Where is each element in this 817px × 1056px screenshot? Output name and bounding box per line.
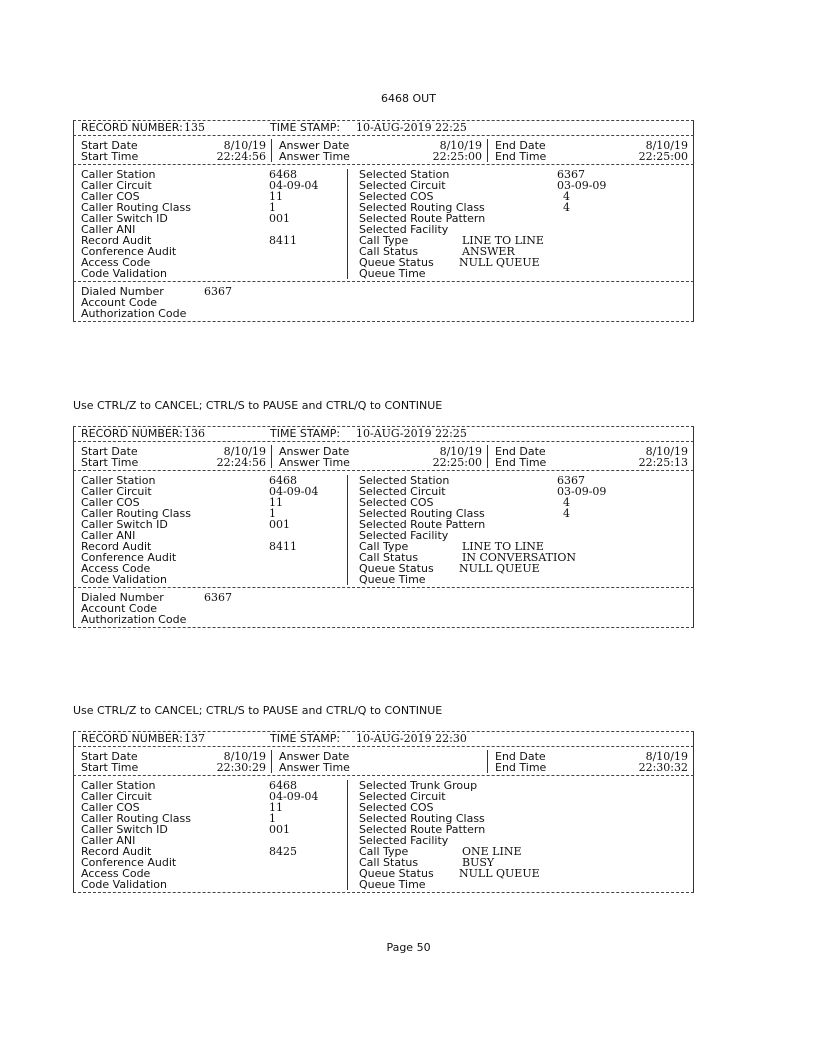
selected-routing-class-label: Selected Routing Class xyxy=(359,201,485,214)
call-record xyxy=(73,731,694,893)
queue-status-label: Queue Status xyxy=(359,256,434,269)
start-date-label: Start Date xyxy=(81,445,138,458)
selected-circuit-label: Selected Circuit xyxy=(359,179,446,192)
end-time-value: 22:30:32 xyxy=(638,761,688,774)
caller-routing-class-value: 1 xyxy=(269,812,276,825)
selected-cos-value: 4 xyxy=(563,190,570,203)
answer-time-value: 22:25:00 xyxy=(432,150,482,163)
call-type-value: ONE LINE xyxy=(462,845,522,858)
caller-cos-value: 11 xyxy=(269,190,283,203)
caller-switch-id-value: 001 xyxy=(269,212,290,225)
record-number-value: 137 xyxy=(184,732,205,745)
call-status-label: Call Status xyxy=(359,551,419,564)
call-type-label: Call Type xyxy=(359,845,409,858)
caller-station-label: Caller Station xyxy=(81,168,156,181)
dialed-number-label: Dialed Number xyxy=(81,591,164,604)
queue-status-value: NULL QUEUE xyxy=(459,562,540,575)
call-status-value: IN CONVERSATION xyxy=(462,551,576,564)
selected-routing-class-value: 4 xyxy=(563,507,570,520)
end-date-label: End Date xyxy=(495,139,546,152)
answer-time-label: Answer Time xyxy=(279,761,350,774)
caller-ani-label: Caller ANI xyxy=(81,223,136,236)
account-code-label: Account Code xyxy=(81,602,158,615)
call-record xyxy=(73,426,694,628)
selected-trunk-group-label: Selected Trunk Group xyxy=(359,779,478,792)
record-audit-value: 8425 xyxy=(269,845,297,858)
end-time-label: End Time xyxy=(495,456,547,469)
call-type-label: Call Type xyxy=(359,540,409,553)
record-number-value: 135 xyxy=(184,121,205,134)
start-time-label: Start Time xyxy=(81,150,139,163)
time-stamp-label: TIME STAMP: xyxy=(270,732,341,745)
authorization-code-label: Authorization Code xyxy=(81,307,187,320)
dialed-number-value: 6367 xyxy=(204,285,232,298)
selected-station-value: 6367 xyxy=(557,168,585,181)
time-stamp-label: TIME STAMP: xyxy=(270,121,341,134)
caller-station-label: Caller Station xyxy=(81,779,156,792)
caller-routing-class-value: 1 xyxy=(269,201,276,214)
queue-status-label: Queue Status xyxy=(359,867,434,880)
code-validation-label: Code Validation xyxy=(81,878,167,891)
caller-cos-value: 11 xyxy=(269,496,283,509)
end-time-label: End Time xyxy=(495,150,547,163)
caller-routing-class-label: Caller Routing Class xyxy=(81,507,191,520)
selected-cos-label: Selected COS xyxy=(359,190,434,203)
caller-routing-class-label: Caller Routing Class xyxy=(81,812,191,825)
selected-cos-value: 4 xyxy=(563,496,570,509)
dialed-number-value: 6367 xyxy=(204,591,232,604)
page-header: 6468 OUT xyxy=(381,92,436,105)
record-audit-label: Record Audit xyxy=(81,540,152,553)
call-type-value: LINE TO LINE xyxy=(462,234,544,247)
page-footer: Page 50 xyxy=(386,941,431,954)
selected-circuit-label: Selected Circuit xyxy=(359,485,446,498)
call-status-value: ANSWER xyxy=(462,245,515,258)
caller-station-value: 6468 xyxy=(269,474,297,487)
call-status-label: Call Status xyxy=(359,245,419,258)
queue-status-value: NULL QUEUE xyxy=(459,867,540,880)
caller-ani-label: Caller ANI xyxy=(81,529,136,542)
end-date-value: 8/10/19 xyxy=(645,445,688,458)
caller-circuit-value: 04-09-04 xyxy=(269,179,319,192)
caller-station-value: 6468 xyxy=(269,168,297,181)
queue-status-label: Queue Status xyxy=(359,562,434,575)
end-time-value: 22:25:13 xyxy=(638,456,688,469)
start-date-label: Start Date xyxy=(81,139,138,152)
caller-station-label: Caller Station xyxy=(81,474,156,487)
caller-switch-id-value: 001 xyxy=(269,518,290,531)
time-stamp-label: TIME STAMP: xyxy=(270,427,341,440)
selected-circuit-value: 03-09-09 xyxy=(557,485,607,498)
call-status-label: Call Status xyxy=(359,856,419,869)
call-status-value: BUSY xyxy=(462,856,495,869)
selected-facility-label: Selected Facility xyxy=(359,834,449,847)
end-time-value: 22:25:00 xyxy=(638,150,688,163)
caller-ani-label: Caller ANI xyxy=(81,834,136,847)
code-validation-label: Code Validation xyxy=(81,267,167,280)
queue-time-label: Queue Time xyxy=(359,878,426,891)
caller-circuit-value: 04-09-04 xyxy=(269,485,319,498)
record-audit-label: Record Audit xyxy=(81,845,152,858)
continue-note-2: Use CTRL/Z to CANCEL; CTRL/S to PAUSE and CTRL/Q to CONTINUE xyxy=(73,704,443,717)
selected-facility-label: Selected Facility xyxy=(359,223,449,236)
caller-switch-id-label: Caller Switch ID xyxy=(81,823,168,836)
time-stamp-value: 10-AUG-2019 22:25 xyxy=(356,427,467,440)
caller-routing-class-label: Caller Routing Class xyxy=(81,201,191,214)
queue-time-label: Queue Time xyxy=(359,573,426,586)
selected-cos-label: Selected COS xyxy=(359,801,434,814)
start-time-value: 22:30:29 xyxy=(216,761,266,774)
conference-audit-label: Conference Audit xyxy=(81,856,177,869)
record-number-label: RECORD NUMBER: xyxy=(81,121,183,134)
selected-routing-class-label: Selected Routing Class xyxy=(359,507,485,520)
selected-circuit-value: 03-09-09 xyxy=(557,179,607,192)
end-date-label: End Date xyxy=(495,445,546,458)
queue-time-label: Queue Time xyxy=(359,267,426,280)
dialed-number-label: Dialed Number xyxy=(81,285,164,298)
answer-time-value: 22:25:00 xyxy=(432,456,482,469)
answer-time-label: Answer Time xyxy=(279,150,350,163)
queue-status-value: NULL QUEUE xyxy=(459,256,540,269)
end-date-value: 8/10/19 xyxy=(645,750,688,763)
selected-route-pattern-label: Selected Route Pattern xyxy=(359,823,486,836)
start-date-label: Start Date xyxy=(81,750,138,763)
selected-station-label: Selected Station xyxy=(359,474,450,487)
authorization-code-label: Authorization Code xyxy=(81,613,187,626)
selected-station-label: Selected Station xyxy=(359,168,450,181)
caller-circuit-label: Caller Circuit xyxy=(81,790,152,803)
end-date-value: 8/10/19 xyxy=(645,139,688,152)
caller-station-value: 6468 xyxy=(269,779,297,792)
start-time-label: Start Time xyxy=(81,761,139,774)
start-time-value: 22:24:56 xyxy=(216,150,266,163)
start-date-value: 8/10/19 xyxy=(223,139,266,152)
start-time-label: Start Time xyxy=(81,456,139,469)
selected-facility-label: Selected Facility xyxy=(359,529,449,542)
record-audit-value: 8411 xyxy=(269,234,297,247)
call-type-value: LINE TO LINE xyxy=(462,540,544,553)
continue-note-1: Use CTRL/Z to CANCEL; CTRL/S to PAUSE and CTRL/Q to CONTINUE xyxy=(73,399,443,412)
call-type-label: Call Type xyxy=(359,234,409,247)
access-code-label: Access Code xyxy=(81,562,151,575)
caller-cos-label: Caller COS xyxy=(81,496,140,509)
record-number-label: RECORD NUMBER: xyxy=(81,427,183,440)
answer-time-label: Answer Time xyxy=(279,456,350,469)
time-stamp-value: 10-AUG-2019 22:30 xyxy=(356,732,467,745)
answer-date-value: 8/10/19 xyxy=(439,445,482,458)
selected-cos-label: Selected COS xyxy=(359,496,434,509)
caller-switch-id-value: 001 xyxy=(269,823,290,836)
answer-date-label: Answer Date xyxy=(279,445,350,458)
answer-date-label: Answer Date xyxy=(279,139,350,152)
selected-route-pattern-label: Selected Route Pattern xyxy=(359,212,486,225)
access-code-label: Access Code xyxy=(81,867,151,880)
conference-audit-label: Conference Audit xyxy=(81,551,177,564)
record-audit-label: Record Audit xyxy=(81,234,152,247)
record-audit-value: 8411 xyxy=(269,540,297,553)
access-code-label: Access Code xyxy=(81,256,151,269)
record-number-label: RECORD NUMBER: xyxy=(81,732,183,745)
end-date-label: End Date xyxy=(495,750,546,763)
caller-cos-label: Caller COS xyxy=(81,190,140,203)
selected-station-value: 6367 xyxy=(557,474,585,487)
caller-cos-label: Caller COS xyxy=(81,801,140,814)
start-time-value: 22:24:56 xyxy=(216,456,266,469)
selected-routing-class-value: 4 xyxy=(563,201,570,214)
start-date-value: 8/10/19 xyxy=(223,445,266,458)
caller-switch-id-label: Caller Switch ID xyxy=(81,212,168,225)
conference-audit-label: Conference Audit xyxy=(81,245,177,258)
end-time-label: End Time xyxy=(495,761,547,774)
code-validation-label: Code Validation xyxy=(81,573,167,586)
selected-routing-class-label: Selected Routing Class xyxy=(359,812,485,825)
caller-cos-value: 11 xyxy=(269,801,283,814)
caller-routing-class-value: 1 xyxy=(269,507,276,520)
start-date-value: 8/10/19 xyxy=(223,750,266,763)
time-stamp-value: 10-AUG-2019 22:25 xyxy=(356,121,467,134)
selected-route-pattern-label: Selected Route Pattern xyxy=(359,518,486,531)
answer-date-label: Answer Date xyxy=(279,750,350,763)
selected-circuit-label: Selected Circuit xyxy=(359,790,446,803)
caller-circuit-label: Caller Circuit xyxy=(81,179,152,192)
account-code-label: Account Code xyxy=(81,296,158,309)
record-number-value: 136 xyxy=(184,427,205,440)
answer-date-value: 8/10/19 xyxy=(439,139,482,152)
caller-circuit-value: 04-09-04 xyxy=(269,790,319,803)
caller-circuit-label: Caller Circuit xyxy=(81,485,152,498)
call-record xyxy=(73,120,694,322)
caller-switch-id-label: Caller Switch ID xyxy=(81,518,168,531)
